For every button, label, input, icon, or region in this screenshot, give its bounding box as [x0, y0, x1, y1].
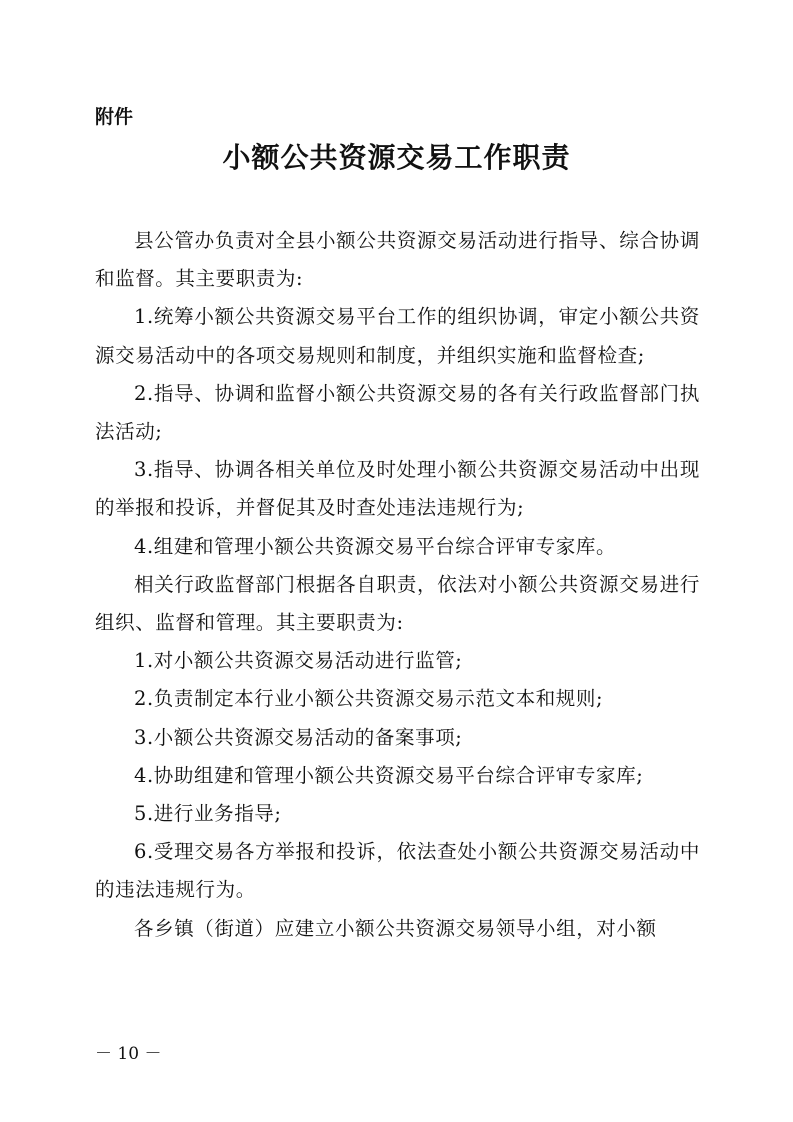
paragraph-duty-3: 3.指导、协调各相关单位及时处理小额公共资源交易活动中出现的举报和投诉，并督促其及时查处违法违规行为; — [95, 458, 700, 520]
paragraph-intro-supervision-departments: 相关行政监督部门根据各自职责，依法对小额公共资源交易进行组织、监督和管理。其主要职责为: — [95, 572, 700, 635]
page-number: － 10 － — [95, 1044, 162, 1064]
paragraph-dept-duty-1: 1.对小额公共资源交易活动进行监管; — [134, 649, 463, 673]
paragraph-dept-duty-2: 2.负责制定本行业小额公共资源交易示范文本和规则; — [134, 687, 604, 711]
document-title: 小额公共资源交易工作职责 — [222, 141, 571, 174]
paragraph-dept-duty-6: 6.受理交易各方举报和投诉，依法查处小额公共资源交易活动中的违法违规行为。 — [95, 840, 700, 902]
paragraph-duty-4: 4.组建和管理小额公共资源交易平台综合评审专家库。 — [134, 534, 617, 558]
paragraph-duty-2: 2.指导、协调和监督小额公共资源交易的各有关行政监督部门执法活动; — [95, 381, 700, 444]
paragraph-dept-duty-3: 3.小额公共资源交易活动的备案事项; — [134, 725, 463, 749]
paragraph-intro-townships: 各乡镇（街道）应建立小额公共资源交易领导小组，对小额 — [134, 916, 657, 940]
document-body — [95, 222, 700, 948]
paragraph-dept-duty-4: 4.协助组建和管理小额公共资源交易平台综合评审专家库; — [134, 763, 644, 787]
paragraph-dept-duty-5: 5.进行业务指导; — [134, 802, 282, 826]
paragraph-duty-1: 1.统筹小额公共资源交易平台工作的组织协调，审定小额公共资源交易活动中的各项交易规则和制度，并组织实施和监督检查; — [95, 305, 700, 367]
attachment-label: 附件 — [95, 106, 134, 128]
paragraph-intro-county-office: 县公管办负责对全县小额公共资源交易活动进行指导、综合协调和监督。其主要职责为: — [95, 229, 700, 291]
